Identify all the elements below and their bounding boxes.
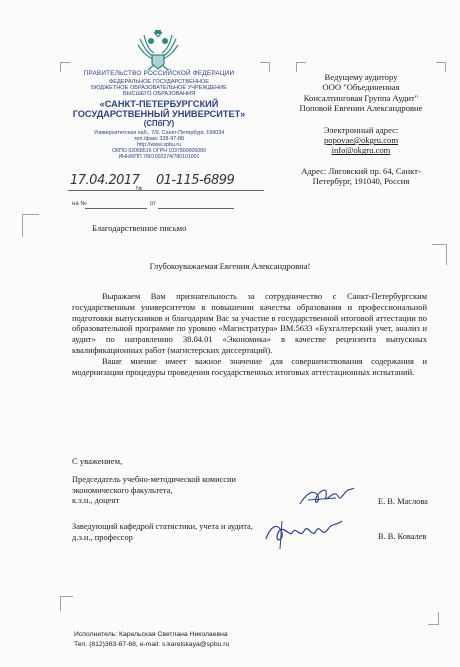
signatory-2-name: В. В. Ковалев [378, 532, 427, 541]
recipient-email-2[interactable]: info@okgru.com [331, 145, 391, 156]
institution-type-line-3: ВЫСШЕГО ОБРАЗОВАНИЯ [122, 91, 196, 97]
corner-mark [428, 612, 439, 625]
university-address: Университетская наб., 7/9, Санкт-Петербург, 199034 [93, 130, 225, 136]
coat-of-arms-emblem [136, 29, 180, 71]
university-name-line-1: «САНКТ-ПЕТЕРБУРГСКИЙ [99, 99, 219, 109]
signature-2-icon [262, 513, 344, 553]
corner-mark [60, 62, 70, 72]
recipient-line-2: ООО "Объединенная [322, 82, 400, 93]
letter-body [72, 291, 427, 377]
handwritten-date: 17.04.2017 [70, 173, 140, 188]
footer [74, 630, 229, 651]
handwritten-number: 01-115-6899 [156, 173, 235, 188]
signature-1-icon [296, 482, 356, 512]
recipient-block [276, 72, 446, 187]
corner-mark [260, 62, 270, 72]
corner-mark [296, 62, 306, 72]
signatory-1-role-3: к.э.н., доцент [72, 496, 120, 506]
corner-mark [432, 244, 447, 265]
university-phone: тел./факс 328-97-88 [134, 136, 184, 142]
signatory-1-role-1: Председатель учебно-методической комиссии [72, 475, 236, 484]
signatory-1-role-2: экономического факультета, [72, 485, 173, 495]
number-prefix: № [136, 186, 143, 192]
university-codes-1: ОКПО 02068516 ОГРН 1037800006089 [112, 148, 206, 154]
institution-type-line-1: ФЕДЕРАЛЬНОЕ ГОСУДАРСТВЕННОЕ [108, 79, 210, 85]
body-paragraph-1: Выражаем Вам признательность за сотрудничество с Санкт-Петербургским государственным университетом в повышении качества образования и профессиональной подготовки выпускников и благодарим Вас за участие в государственной итоговой аттестации по образовательной программе по уровню «Магистратура» ВМ.5633 «Бухгалтерский учет, анализ и аудит» по направлению 38.04.01 «Экономика» в качестве рецензента выпускных квалификационных работ (магистерских диссертаций). [72, 291, 427, 355]
recipient-address-1: Адрес: Лиговский пр. 64, Санкт- [301, 165, 421, 176]
university-abbr: (СПбГУ) [143, 119, 175, 128]
ref-number-line [85, 208, 147, 209]
signatory-2-role-2: д.э.н., профессор [72, 532, 133, 542]
recipient-line-1: Ведущему аудитору [324, 72, 398, 82]
government-line: ПРАВИТЕЛЬСТВО РОССИЙСКОЙ ФЕДЕРАЦИИ [83, 70, 235, 77]
recipient-line-3: Консалтинговая Группа Аудит" [303, 92, 419, 103]
signatory-2-roles [72, 522, 253, 543]
signatory-1-roles [72, 475, 236, 507]
recipient-email-1[interactable]: popovae@okgru.com [323, 135, 399, 146]
salutation: Глубокоуважаемая Евгения Александровна! [149, 261, 311, 271]
corner-mark [436, 62, 446, 72]
letter-subject: Благодарственное письмо [92, 223, 187, 233]
ref-date-line [158, 208, 234, 209]
recipient-address-2: Петербург, 191040, Россия [312, 176, 410, 187]
university-website: http://www.spbu.ru [136, 142, 182, 148]
corner-mark [60, 596, 73, 611]
university-name-line-2: ГОСУДАРСТВЕННЫЙ УНИВЕРСИТЕТ» [72, 109, 246, 119]
ref-from: от [150, 201, 156, 207]
university-codes-2: ИНН/КПП 7801002274/780101001 [118, 154, 200, 160]
executor-line: Исполнитель: Карельская Светлана Николаевна [74, 631, 228, 638]
email-label: Электронный адрес: [323, 124, 399, 135]
institution-type-line-2: БЮДЖЕТНОЕ ОБРАЗОВАТЕЛЬНОЕ УЧРЕЖДЕНИЕ [91, 85, 227, 91]
outgoing-number-line [68, 190, 264, 191]
closing: С уважением, [72, 456, 123, 466]
corner-mark [22, 214, 39, 237]
executor-contacts: Тел. (812)363-67-68, e-mail: s.karelskaya@spbu.ru [74, 641, 230, 649]
letterhead [56, 70, 262, 160]
signatory-1-name: Е. В. Маслова [378, 497, 428, 506]
recipient-line-4: Поповой Евгении Александровне [299, 103, 423, 114]
ref-prefix: на № [72, 201, 87, 207]
signatory-2-role-1: Заведующий кафедрой статистики, учета и аудита, [72, 522, 253, 531]
body-paragraph-2: Ваше мнение имеет важное значение для совершенствования содержания и модернизации процедуры проведения государственных итоговых аттестационных испытаний. [72, 355, 427, 377]
